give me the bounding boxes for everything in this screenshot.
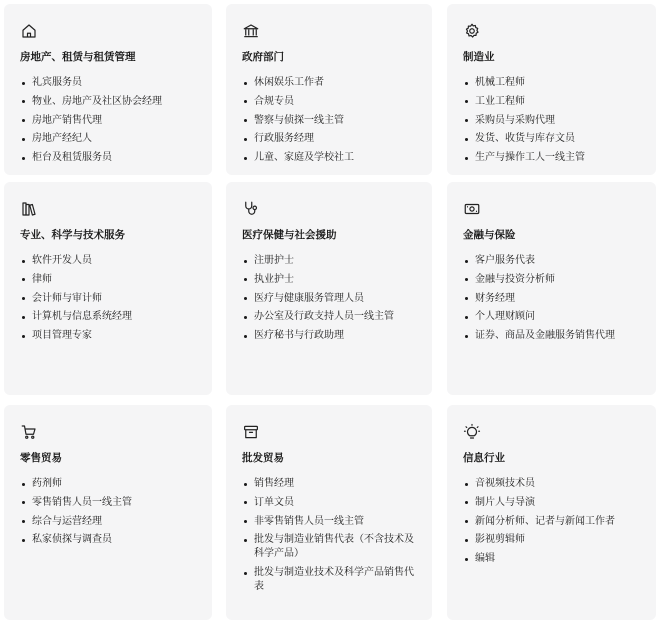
occupation-item: 制片人与导演	[463, 496, 642, 510]
occupation-item: 个人理财顾问	[463, 310, 642, 324]
occupation-item: 药剂师	[20, 477, 198, 491]
occupation-item: 物业、房地产及社区协会经理	[20, 95, 198, 109]
occupation-list	[242, 76, 418, 165]
occupation-item: 私家侦探与调查员	[20, 533, 198, 547]
occupation-item: 会计师与审计师	[20, 292, 198, 306]
occupation-item: 注册护士	[242, 254, 418, 268]
occupation-item: 工业工程师	[463, 95, 642, 109]
card-title: 批发贸易	[242, 452, 284, 464]
occupation-item: 生产与操作工人一线主管	[463, 151, 642, 165]
occupation-item: 项目管理专家	[20, 329, 198, 343]
books-icon	[20, 200, 38, 218]
occupation-item: 律师	[20, 273, 198, 287]
occupation-item: 发货、收货与库存文员	[463, 132, 642, 146]
occupation-list	[463, 254, 642, 343]
industry-card	[226, 182, 432, 395]
occupation-item: 合规专员	[242, 95, 418, 109]
occupation-item: 机械工程师	[463, 76, 642, 90]
lightbulb-icon	[463, 423, 481, 441]
card-title: 医疗保健与社会援助	[242, 229, 337, 241]
occupation-item: 客户服务代表	[463, 254, 642, 268]
shopping-cart-icon	[20, 423, 38, 441]
occupation-item: 批发与制造业销售代表（不含技术及科学产品）	[242, 533, 418, 561]
industry-card	[447, 4, 656, 175]
occupation-list	[242, 254, 418, 343]
occupation-item: 执业护士	[242, 273, 418, 287]
occupation-item: 销售经理	[242, 477, 418, 491]
occupation-item: 软件开发人员	[20, 254, 198, 268]
card-title: 制造业	[463, 51, 495, 63]
card-title: 专业、科学与技术服务	[20, 229, 125, 241]
occupation-item: 行政服务经理	[242, 132, 418, 146]
industry-card	[447, 182, 656, 395]
occupation-item: 新闻分析师、记者与新闻工作者	[463, 515, 642, 529]
occupation-item: 财务经理	[463, 292, 642, 306]
occupation-item: 影视剪辑师	[463, 533, 642, 547]
occupation-list	[463, 76, 642, 165]
banknote-icon	[463, 200, 481, 218]
industry-card	[4, 4, 212, 175]
occupation-list	[242, 477, 418, 594]
occupation-item: 房地产销售代理	[20, 114, 198, 128]
house-icon	[20, 22, 38, 40]
occupation-item: 批发与制造业技术及科学产品销售代表	[242, 566, 418, 594]
industry-card	[4, 405, 212, 620]
card-title: 政府部门	[242, 51, 284, 63]
occupation-item: 休闲娱乐工作者	[242, 76, 418, 90]
occupation-item: 金融与投资分析师	[463, 273, 642, 287]
stethoscope-icon	[242, 200, 260, 218]
box-icon	[242, 423, 260, 441]
occupation-list	[20, 477, 198, 547]
occupation-item: 订单文员	[242, 496, 418, 510]
occupation-item: 证券、商品及金融服务销售代理	[463, 329, 642, 343]
occupation-item: 综合与运营经理	[20, 515, 198, 529]
occupation-item: 编辑	[463, 552, 642, 566]
occupation-item: 医疗秘书与行政助理	[242, 329, 418, 343]
occupation-item: 采购员与采购代理	[463, 114, 642, 128]
occupation-item: 柜台及租赁服务员	[20, 151, 198, 165]
occupation-item: 礼宾服务员	[20, 76, 198, 90]
card-title: 信息行业	[463, 452, 505, 464]
card-title: 金融与保险	[463, 229, 516, 241]
occupation-item: 零售销售人员一线主管	[20, 496, 198, 510]
gear-icon	[463, 22, 481, 40]
industry-card	[226, 405, 432, 620]
occupation-list	[20, 254, 198, 343]
card-title: 房地产、租赁与租赁管理	[20, 51, 136, 63]
occupation-list	[463, 477, 642, 566]
occupation-list	[20, 76, 198, 165]
card-title: 零售贸易	[20, 452, 62, 464]
occupation-item: 儿童、家庭及学校社工	[242, 151, 418, 165]
occupation-item: 办公室及行政支持人员一线主管	[242, 310, 418, 324]
occupation-item: 医疗与健康服务管理人员	[242, 292, 418, 306]
government-building-icon	[242, 22, 260, 40]
occupation-item: 房地产经纪人	[20, 132, 198, 146]
occupation-item: 计算机与信息系统经理	[20, 310, 198, 324]
occupation-item: 警察与侦探一线主管	[242, 114, 418, 128]
occupation-item: 非零售销售人员一线主管	[242, 515, 418, 529]
occupation-item: 音视频技术员	[463, 477, 642, 491]
industry-card	[226, 4, 432, 175]
industry-card	[4, 182, 212, 395]
industry-card	[447, 405, 656, 620]
